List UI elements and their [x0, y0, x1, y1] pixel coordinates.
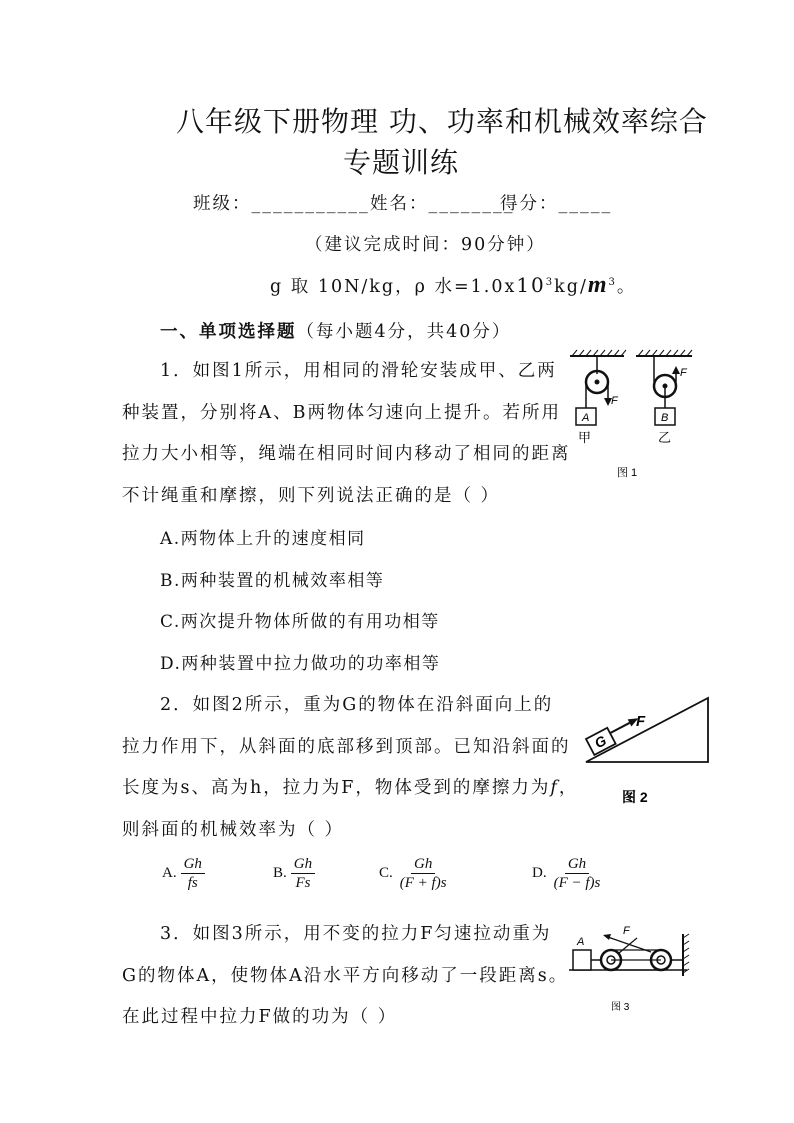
fig1-block-b-label: B: [661, 412, 669, 424]
fig2-block-g-label: G: [591, 732, 609, 752]
name-field-label: 姓名：________: [370, 194, 515, 214]
q1-option-b: B.两种装置的机械效率相等: [160, 571, 385, 591]
fig2-caption: 图 2: [622, 789, 648, 805]
fig2-force-label: F: [636, 713, 646, 730]
figure-1-pulleys: [564, 348, 712, 483]
score-field-label: 得分：_____: [500, 194, 613, 214]
q2-option-a: [162, 855, 205, 892]
section-title: 一、单项选择题: [160, 322, 297, 342]
q2-option-b-denominator: Fs: [295, 875, 311, 891]
q2-option-b-numerator: Gh: [291, 855, 315, 874]
class-field-label: 班级：___________: [193, 194, 370, 214]
page-subtitle: 专题训练: [343, 146, 460, 179]
fig1-right-force-label: F: [680, 367, 687, 379]
q3-line-1: 3．如图3所示，用不变的拉力F匀速拉动重为: [160, 924, 552, 944]
q1-option-d: D.两种装置中拉力做功的功率相等: [160, 654, 441, 674]
unit-text: kg/: [554, 277, 588, 297]
constants-line: [270, 272, 636, 299]
section-note: （每小题4分，共40分）: [296, 322, 512, 342]
fig1-left-name: 甲: [578, 430, 592, 445]
q1-line-1: 1．如图1所示，用相同的滑轮安装成甲、乙两: [160, 361, 557, 381]
fig3-block-a-label: A: [577, 936, 585, 948]
section-heading: [160, 318, 511, 343]
q2-line-3-comma: ，: [558, 778, 579, 798]
q1-line-4: 不计绳重和摩擦，则下列说法正确的是（ ）: [122, 486, 501, 506]
fig1-right-name: 乙: [658, 430, 672, 445]
q1-line-3: 拉力大小相等，绳端在相同时间内移动了相同的距离: [122, 444, 571, 464]
q2-option-d-numerator: Gh: [565, 855, 589, 874]
q3-line-2: G的物体A，使物体A沿水平方向移动了一段距离s。: [122, 966, 569, 986]
q2-line-1: 2．如图2所示，重为G的物体在沿斜面向上的: [160, 695, 554, 715]
q2-line-2: 拉力作用下，从斜面的底部移到顶部。已知沿斜面的: [122, 737, 571, 757]
meter-exponent: 3: [608, 277, 617, 289]
figure-2-incline: [578, 692, 718, 812]
constants-text: g 取 10N/kg，ρ 水=1.0x: [270, 277, 517, 297]
meter-symbol: m: [587, 272, 609, 298]
fig3-caption: 图 3: [611, 1002, 630, 1013]
time-note: （建议完成时间：90分钟）: [305, 235, 546, 255]
figure-3-horizontal-pulley: [565, 920, 695, 1015]
q2-line-3: [122, 774, 578, 799]
q2-line-3-text: 长度为s、高为h，拉力为F，物体受到的摩擦力为: [122, 778, 551, 798]
fig1-caption: 图 1: [617, 467, 638, 479]
q2-option-c-denominator: (F + f)s: [399, 875, 447, 891]
q2-option-c-label: C.: [379, 865, 393, 881]
q2-option-b: [273, 855, 315, 892]
line-end: 。: [616, 277, 637, 297]
q2-option-d: [532, 855, 603, 892]
q2-option-d-denominator: (F − f)s: [553, 875, 601, 891]
ten-base: 10: [516, 273, 546, 297]
q1-line-2: 种装置，分别将A、B两物体匀速向上提升。若所用: [122, 403, 561, 423]
fig1-block-a-label: A: [582, 412, 590, 424]
q1-option-a: A.两物体上升的速度相同: [160, 529, 366, 549]
q3-line-3: 在此过程中拉力F做的功为（ ）: [122, 1007, 398, 1027]
q2-option-c: [379, 855, 450, 892]
q2-option-a-denominator: fs: [187, 875, 198, 891]
fig1-left-force-label: F: [611, 395, 618, 407]
q1-option-c: C.两次提升物体所做的有用功相等: [160, 612, 440, 632]
q2-option-a-label: A.: [162, 865, 177, 881]
q2-option-c-numerator: Gh: [411, 855, 435, 874]
page-title: 八年级下册物理 功、功率和机械效率综合: [176, 105, 708, 138]
q2-line-4: 则斜面的机械效率为（ ）: [122, 820, 345, 840]
q2-option-d-label: D.: [532, 865, 547, 881]
fig3-force-label: F: [623, 925, 630, 937]
q2-option-b-label: B.: [273, 865, 287, 881]
q2-option-a-numerator: Gh: [181, 855, 205, 874]
friction-symbol: f: [550, 778, 559, 798]
ten-exponent: 3: [545, 277, 555, 289]
